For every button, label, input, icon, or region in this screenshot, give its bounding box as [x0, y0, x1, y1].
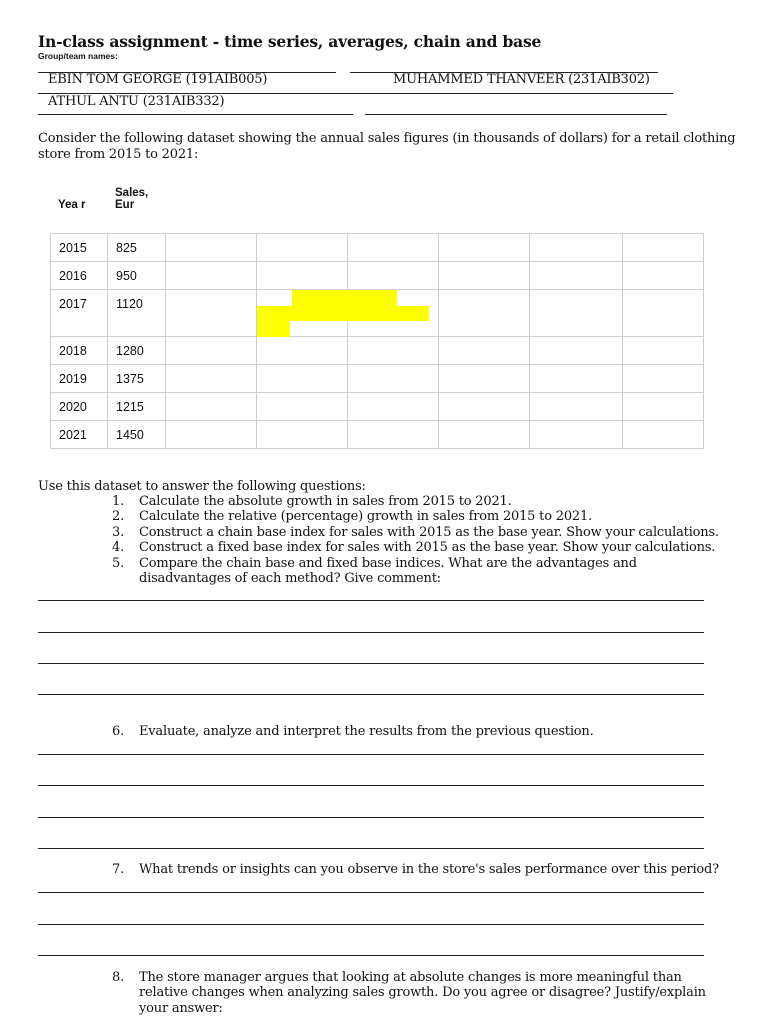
empty-cell — [166, 393, 257, 421]
question-number: 5. — [112, 555, 125, 571]
question-text: Calculate the absolute growth in sales from 2015 to 2021. — [139, 494, 512, 509]
table-header-sales: Sales, Eur — [115, 187, 149, 211]
answer-line — [38, 785, 704, 786]
team-member-3: ATHUL ANTU (231AIB332) — [48, 94, 225, 109]
empty-cell — [623, 393, 704, 421]
question-item — [112, 525, 732, 540]
answer-line — [38, 817, 704, 818]
table-row — [51, 234, 704, 262]
sales-cell: 1450 — [108, 421, 166, 449]
empty-cell — [348, 337, 439, 365]
team-member-1: EBIN TOM GEORGE (191AIB005) — [48, 72, 268, 87]
sales-cell: 825 — [108, 234, 166, 262]
empty-cell — [166, 290, 257, 337]
empty-cell — [439, 234, 530, 262]
question-number: 8. — [112, 970, 125, 985]
answer-line — [38, 955, 704, 956]
empty-cell — [623, 421, 704, 449]
name-line — [365, 114, 667, 115]
question-number: 3. — [112, 524, 125, 540]
name-line — [365, 93, 673, 94]
highlight-mark — [292, 290, 397, 306]
question-item — [112, 509, 732, 524]
empty-cell — [530, 290, 623, 337]
question-number: 2. — [112, 509, 125, 525]
empty-cell — [439, 365, 530, 393]
question-7 — [112, 862, 732, 877]
answer-line — [38, 632, 704, 633]
empty-cell — [530, 421, 623, 449]
question-text: The store manager argues that looking at absolute changes is more meaningful than relative changes when analyzing sales growth. Do you agree or disagree? Justify/explain your answer: — [139, 970, 706, 1016]
empty-cell — [439, 337, 530, 365]
answer-line — [38, 600, 704, 601]
question-8 — [112, 970, 732, 1016]
empty-cell — [166, 421, 257, 449]
empty-cell — [166, 262, 257, 290]
question-6 — [112, 724, 732, 739]
empty-cell — [439, 393, 530, 421]
question-text: Calculate the relative (percentage) growth in sales from 2015 to 2021. — [139, 509, 592, 525]
question-text: What trends or insights can you observe in the store's sales performance over this period? — [139, 862, 719, 877]
answer-line — [38, 924, 704, 925]
question-number: 7. — [112, 862, 125, 877]
empty-cell — [257, 337, 348, 365]
intro-paragraph: Consider the following dataset showing the annual sales figures (in thousands of dollars) for a retail clothing store from 2015 to 2021: — [38, 131, 736, 162]
name-line — [38, 114, 353, 115]
empty-cell — [166, 365, 257, 393]
sales-cell: 1280 — [108, 337, 166, 365]
table-row — [51, 262, 704, 290]
page-title: In-class assignment - time series, averages, chain and base — [38, 32, 542, 51]
table-row — [51, 365, 704, 393]
table-row — [51, 421, 704, 449]
empty-cell — [166, 337, 257, 365]
year-cell: 2016 — [51, 262, 108, 290]
sales-cell: 1215 — [108, 393, 166, 421]
empty-cell — [257, 262, 348, 290]
question-number: 6. — [112, 724, 125, 739]
empty-cell — [348, 393, 439, 421]
table-row — [51, 393, 704, 421]
empty-cell — [530, 234, 623, 262]
question-text: Construct a fixed base index for sales with 2015 as the base year. Show your calculations. — [139, 540, 716, 556]
answer-line — [38, 663, 704, 664]
question-text: Compare the chain base and fixed base indices. What are the advantages and disadvantages of each method? Give comment: — [139, 555, 637, 587]
question-item — [112, 540, 732, 555]
sales-cell: 950 — [108, 262, 166, 290]
sales-table — [50, 233, 704, 449]
highlight-mark — [257, 321, 290, 337]
year-cell: 2019 — [51, 365, 108, 393]
empty-cell — [530, 393, 623, 421]
empty-cell — [257, 234, 348, 262]
questions-intro: Use this dataset to answer the following questions: — [38, 479, 366, 494]
sales-cell: 1120 — [108, 290, 166, 337]
empty-cell — [439, 290, 530, 337]
empty-cell — [530, 262, 623, 290]
highlight-mark — [257, 306, 429, 321]
name-line — [38, 72, 336, 73]
question-text: Construct a chain base index for sales with 2015 as the base year. Show your calculations. — [139, 524, 719, 540]
year-cell: 2017 — [51, 290, 108, 337]
questions-list — [112, 494, 732, 586]
question-number: 4. — [112, 540, 125, 556]
group-names-label: Group/team names: — [38, 51, 118, 61]
year-cell: 2018 — [51, 337, 108, 365]
empty-cell — [257, 365, 348, 393]
empty-cell — [623, 290, 704, 337]
sales-cell: 1375 — [108, 365, 166, 393]
empty-cell — [348, 421, 439, 449]
answer-line — [38, 848, 704, 849]
empty-cell — [257, 421, 348, 449]
empty-cell — [348, 262, 439, 290]
empty-cell — [257, 393, 348, 421]
empty-cell — [623, 337, 704, 365]
question-text: Evaluate, analyze and interpret the results from the previous question. — [139, 724, 594, 739]
empty-cell — [166, 234, 257, 262]
empty-cell — [348, 365, 439, 393]
empty-cell — [439, 262, 530, 290]
question-item — [112, 556, 732, 587]
answer-line — [38, 754, 704, 755]
empty-cell — [623, 234, 704, 262]
question-number: 1. — [112, 494, 125, 509]
answer-line — [38, 694, 704, 695]
empty-cell — [439, 421, 530, 449]
table-row — [51, 337, 704, 365]
empty-cell — [623, 262, 704, 290]
year-cell: 2020 — [51, 393, 108, 421]
question-item — [112, 494, 732, 509]
year-cell: 2015 — [51, 234, 108, 262]
empty-cell — [530, 365, 623, 393]
empty-cell — [623, 365, 704, 393]
year-cell: 2021 — [51, 421, 108, 449]
answer-line — [38, 892, 704, 893]
empty-cell — [530, 337, 623, 365]
team-member-2: MUHAMMED THANVEER (231AIB302) — [393, 72, 650, 87]
table-header-year: Yea r — [58, 199, 86, 211]
empty-cell — [348, 234, 439, 262]
